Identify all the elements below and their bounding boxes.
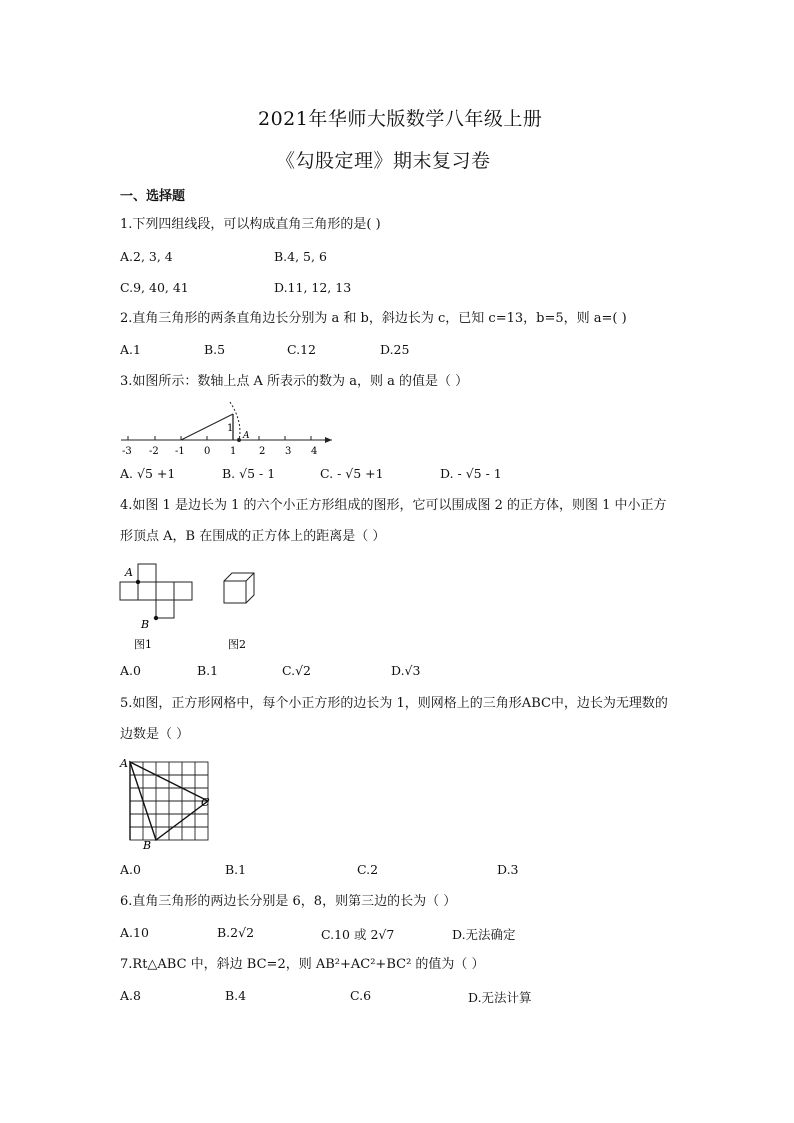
point-b-dot [154, 616, 158, 620]
q5-option-a: A.0 [120, 862, 141, 877]
q3-option-b: B. √5 - 1 [222, 466, 276, 481]
section-heading: 一、选择题 [120, 189, 186, 204]
question-2-stem: 2.直角三角形的两条直角边长分别为 a 和 b，斜边长为 c，已知 c=13，b=5，则 a=( ) [120, 311, 627, 326]
tick-label: 0 [204, 446, 211, 457]
question-6-stem: 6.直角三角形的两边长分别是 6，8，则第三边的长为（ ） [120, 894, 457, 909]
q3-option-d: D. - √5 - 1 [440, 466, 502, 481]
q1-option-a: A.2, 3, 4 [120, 249, 173, 264]
q2-option-a: A.1 [120, 342, 141, 357]
q4-option-a: A.0 [120, 663, 141, 678]
segment-length-label: 1 [227, 423, 234, 434]
tick-label: -3 [122, 446, 132, 457]
grid-triangle-figure [116, 758, 216, 852]
point-a-dot [136, 580, 140, 584]
point-a-label: A [243, 431, 250, 441]
q4-option-c: C.√2 [282, 663, 312, 678]
q6-option-d: D.无法确定 [452, 927, 516, 942]
question-5-stem-line-2: 边数是（ ） [120, 727, 190, 742]
question-3-stem: 3.如图所示：数轴上点 A 所表示的数为 a，则 a 的值是（ ） [120, 374, 469, 389]
question-4-stem-line-2: 形顶点 A，B 在围成的正方体上的距离是（ ） [120, 529, 386, 544]
question-5-stem-line-1: 5.如图，正方形网格中，每个小正方形的边长为 1，则网格上的三角形ABC中，边长为无理数的 [120, 696, 668, 711]
q1-option-d: D.11, 12, 13 [274, 280, 352, 295]
tick-label: -1 [175, 446, 185, 457]
q5-option-b: B.1 [225, 862, 247, 877]
tick-label: 3 [285, 446, 292, 457]
q6-option-b: B.2√2 [217, 925, 255, 940]
q4-option-d: D.√3 [391, 663, 421, 678]
question-7-stem: 7.Rt△ABC 中，斜边 BC=2，则 AB²+AC²+BC² 的值为（ ） [120, 957, 485, 972]
q5-option-c: C.2 [357, 862, 379, 877]
q7-option-a: A.8 [120, 988, 141, 1003]
q1-option-b: B.4, 5, 6 [274, 249, 327, 264]
q6-option-a: A.10 [120, 925, 149, 940]
q7-option-b: B.4 [225, 988, 247, 1003]
q2-option-c: C.12 [287, 342, 316, 357]
vertex-a-label: A [125, 566, 133, 579]
number-line-figure [118, 398, 340, 460]
tick-label: 2 [259, 446, 266, 457]
point-a-dot [237, 438, 241, 442]
q2-option-d: D.25 [380, 342, 410, 357]
cube-net-figures [116, 562, 266, 654]
question-1-stem: 1.下列四组线段，可以构成直角三角形的是( ) [120, 217, 381, 232]
tick-label: 4 [311, 446, 318, 457]
q6-option-c: C.10 或 2√7 [321, 927, 395, 942]
figure-2-caption: 图2 [228, 638, 246, 651]
cube-icon [224, 573, 254, 603]
vertex-b-label: B [143, 839, 152, 852]
q1-option-c: C.9, 40, 41 [120, 280, 189, 295]
q2-option-b: B.5 [204, 342, 226, 357]
arc-dashed [230, 402, 240, 440]
vertex-a-label: A [120, 758, 128, 770]
q7-option-c: C.6 [350, 988, 372, 1003]
vertex-c-label: C [201, 796, 210, 809]
q4-option-b: B.1 [197, 663, 219, 678]
title-line-2: 《勾股定理》期末复习卷 [276, 150, 491, 172]
vertex-b-label: B [141, 618, 150, 631]
figure-1-caption: 图1 [134, 638, 152, 651]
tick-label: -2 [149, 446, 159, 457]
tick-label: 1 [230, 446, 237, 457]
title-line-1: 2021年华师大版数学八年级上册 [258, 108, 543, 130]
q7-option-d: D.无法计算 [468, 990, 532, 1005]
q5-option-d: D.3 [497, 862, 519, 877]
q3-option-a: A. √5 +1 [120, 466, 176, 481]
q3-option-c: C. - √5 +1 [320, 466, 384, 481]
axis-arrow-icon [325, 437, 332, 443]
question-4-stem-line-1: 4.如图 1 是边长为 1 的六个小正方形组成的图形，它可以围成图 2 的正方体，则图 1 中小正方 [120, 498, 667, 513]
